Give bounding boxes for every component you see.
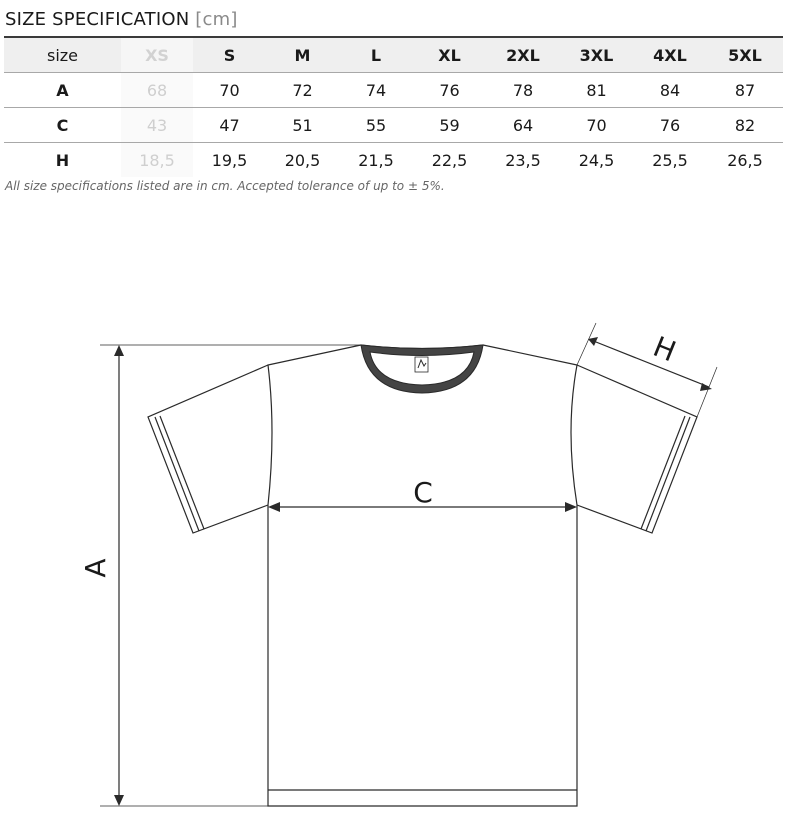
- header-size-3xl: 3XL: [560, 37, 633, 73]
- table-cell: 87: [707, 73, 783, 108]
- header-size-label: size: [4, 37, 121, 73]
- table-cell: 78: [486, 73, 560, 108]
- table-cell: 22,5: [413, 143, 486, 178]
- table-cell: 76: [633, 108, 707, 143]
- header-size-5xl: 5XL: [707, 37, 783, 73]
- dimension-a: [100, 345, 361, 806]
- table-cell: 81: [560, 73, 633, 108]
- header-size-m: M: [266, 37, 339, 73]
- table-cell: 47: [193, 108, 266, 143]
- table-cell: 55: [339, 108, 413, 143]
- brand-label-icon: [415, 357, 428, 372]
- table-cell: 21,5: [339, 143, 413, 178]
- table-cell: 82: [707, 108, 783, 143]
- table-cell: 18,5: [121, 143, 193, 178]
- table-cell: 24,5: [560, 143, 633, 178]
- title-unit: [cm]: [195, 9, 238, 30]
- table-cell: 72: [266, 73, 339, 108]
- tolerance-note: All size specifications listed are in cm. Accepted tolerance of up to ± 5%.: [5, 179, 445, 193]
- table-cell: 19,5: [193, 143, 266, 178]
- dimension-label-a: A: [79, 558, 112, 578]
- table-cell: 64: [486, 108, 560, 143]
- header-size-s: S: [193, 37, 266, 73]
- table-cell: 59: [413, 108, 486, 143]
- title-main: SIZE SPECIFICATION: [5, 9, 190, 30]
- row-label-a: A: [4, 73, 121, 108]
- table-cell: 43: [121, 108, 193, 143]
- row-label-h: H: [4, 143, 121, 178]
- header-size-2xl: 2XL: [486, 37, 560, 73]
- dimension-label-h: H: [648, 329, 681, 369]
- header-size-l: L: [339, 37, 413, 73]
- row-label-c: C: [4, 108, 121, 143]
- table-cell: 68: [121, 73, 193, 108]
- dimension-label-c: C: [413, 476, 433, 509]
- table-cell: 25,5: [633, 143, 707, 178]
- table-cell: 84: [633, 73, 707, 108]
- tshirt-outline-icon: [148, 345, 697, 806]
- table-cell: 20,5: [266, 143, 339, 178]
- table-cell: 26,5: [707, 143, 783, 178]
- header-size-xs: XS: [121, 37, 193, 73]
- table-cell: 70: [560, 108, 633, 143]
- header-size-xl: XL: [413, 37, 486, 73]
- table-cell: 70: [193, 73, 266, 108]
- table-cell: 23,5: [486, 143, 560, 178]
- table-cell: 74: [339, 73, 413, 108]
- table-cell: 51: [266, 108, 339, 143]
- dimension-h: [577, 323, 717, 417]
- header-size-4xl: 4XL: [633, 37, 707, 73]
- table-cell: 76: [413, 73, 486, 108]
